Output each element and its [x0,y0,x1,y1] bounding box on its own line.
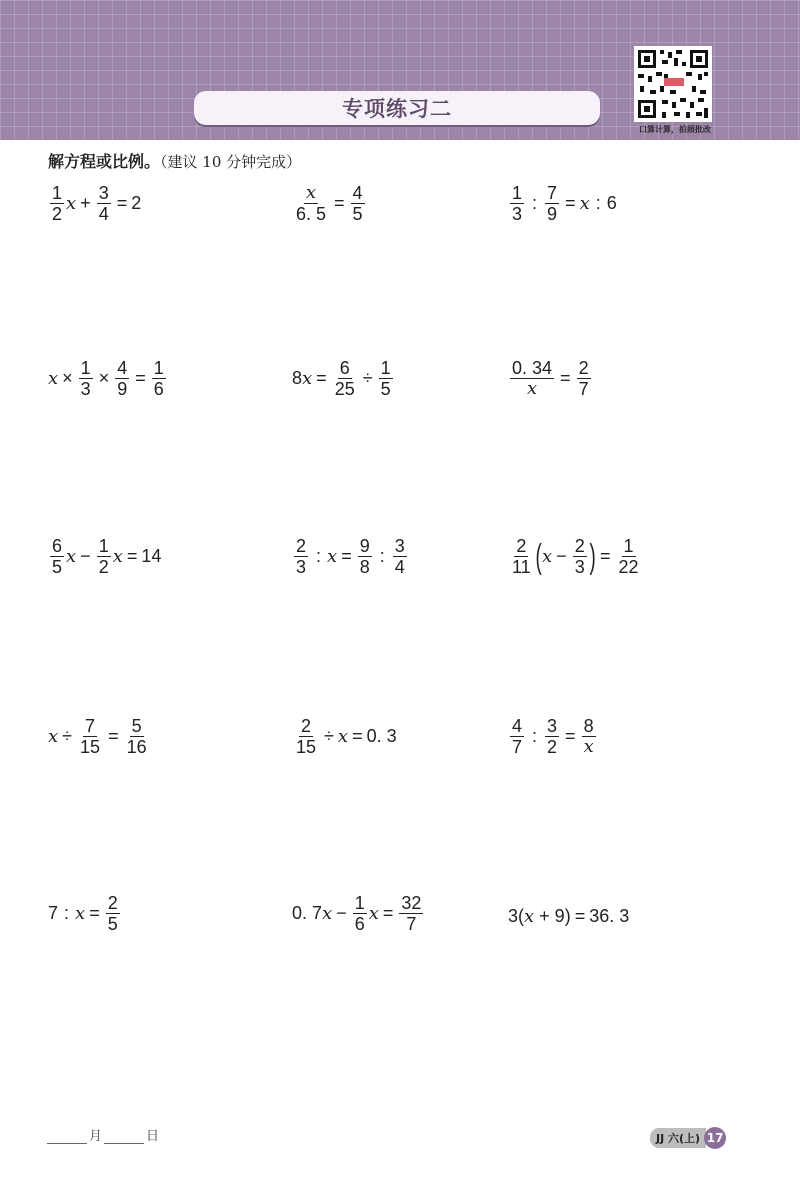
variable: x [75,903,86,924]
symbol: 8 [292,368,303,388]
page-title: 专项练习二 [342,97,452,121]
symbol: 0. 3 [366,726,397,746]
denominator: 2 [547,737,558,757]
variable: x [542,546,553,567]
numerator: 4 [117,358,128,378]
symbol: = [334,193,345,213]
denominator: 15 [296,737,317,757]
denominator: 7 [406,914,417,934]
instruction [48,149,301,172]
symbol: = [126,546,138,566]
symbol: × [62,368,73,388]
symbol: = [565,726,576,746]
page-number: 17 [704,1127,726,1149]
symbol: = [108,726,119,746]
variable: x [302,368,313,389]
symbol: ) [589,537,596,576]
fraction [379,358,393,399]
fraction [50,536,64,577]
fraction [617,536,641,577]
symbol: ) [564,906,571,926]
fraction [333,358,357,399]
symbol: + [80,193,91,213]
equation-7 [48,536,161,577]
numerator: 1 [153,358,164,378]
denominator: 5 [352,204,363,224]
symbol: ( [535,537,542,576]
numerator: x [305,182,317,203]
equation-10 [48,716,151,757]
fraction [106,893,120,934]
symbol: = [574,906,586,926]
fraction [294,536,308,577]
denominator: x [526,378,538,399]
numerator: 2 [301,716,312,736]
equation-5 [292,358,395,399]
fraction [97,536,111,577]
symbol: = [382,903,394,923]
fraction [358,536,372,577]
numerator: 1 [80,358,91,378]
equation-11 [292,716,397,757]
denominator: 22 [618,557,639,577]
denominator: 3 [574,557,585,577]
equation-1 [48,183,141,224]
equation-4 [48,358,168,399]
denominator: 2 [52,204,63,224]
numerator: 2 [107,893,118,913]
numerator: 2 [578,358,589,378]
symbol: ÷ [324,726,334,746]
denominator: x [583,736,594,757]
fraction [393,536,407,577]
fraction [353,893,367,934]
equation-2 [292,183,367,224]
symbol: = [116,193,128,213]
numerator: 4 [512,716,523,736]
numerator: 1 [98,536,109,556]
fraction [510,716,524,757]
numerator: 7 [547,183,558,203]
fraction [573,536,587,577]
symbol: : [532,726,538,746]
fraction [510,183,524,224]
grade-label: JJ 六(上) [650,1128,706,1148]
fraction [97,183,111,224]
denominator: 9 [117,379,128,399]
fraction [351,183,365,224]
fraction [510,536,533,577]
fraction [545,716,559,757]
variable: x [524,906,535,927]
numerator: 6 [52,536,63,556]
denominator: 4 [394,557,405,577]
fraction [115,358,129,399]
numerator: 1 [354,893,365,913]
symbol: : [595,193,601,213]
variable: x [579,193,590,214]
numerator: 0. 34 [512,358,553,378]
symbol: ÷ [362,368,373,388]
numerator: 1 [623,536,634,556]
symbol: ( [518,906,525,926]
denominator: 4 [98,204,109,224]
denominator: 5 [107,914,118,934]
variable: x [48,368,59,389]
numerator: 1 [52,183,63,203]
equation-15 [508,906,629,927]
date-field [45,1125,159,1144]
month-label: 月 [89,1129,103,1144]
denominator: 16 [126,737,147,757]
denominator: 9 [547,204,558,224]
fraction [125,716,149,757]
fraction [294,716,318,757]
symbol: − [80,546,91,566]
symbol: 3 [508,906,519,926]
denominator: 3 [512,204,523,224]
symbol: 0. 7 [292,903,323,923]
title-banner [194,91,600,125]
fraction [545,183,559,224]
symbol: + 9 [539,906,565,926]
month-blank[interactable] [47,1129,87,1144]
fraction [510,358,554,399]
denominator: 3 [296,557,307,577]
equation-3 [508,183,617,224]
symbol: − [556,546,567,566]
numerator: 32 [401,893,422,913]
variable: x [66,193,77,214]
variable: x [66,546,77,567]
fraction [399,893,423,934]
denominator: 6 [153,379,164,399]
symbol: : [532,193,538,213]
numerator: 9 [359,536,370,556]
numerator: 1 [512,183,523,203]
numerator: 3 [394,536,405,556]
header-band [0,0,800,140]
page-footer-badge [650,1127,726,1149]
symbol: = [341,546,352,566]
numerator: 8 [583,716,594,736]
symbol: 7 [48,903,59,923]
symbol: ÷ [62,726,73,746]
numerator: 2 [574,536,585,556]
denominator: 7 [578,379,589,399]
numerator: 7 [85,716,96,736]
fraction [294,183,328,224]
denominator: 6 [354,914,365,934]
denominator: 25 [334,379,355,399]
denominator: 5 [380,379,391,399]
instruction-note: （建议 10 分钟完成） [160,153,302,171]
symbol: 36. 3 [589,906,630,926]
variable: x [112,546,123,567]
denominator: 11 [512,557,531,577]
variable: x [48,726,59,747]
symbol: : [64,903,70,923]
day-label: 日 [146,1129,160,1144]
denominator: 7 [512,737,523,757]
fraction [152,358,166,399]
denominator: 15 [80,737,101,757]
symbol: 2 [131,193,142,213]
symbol: = [316,368,327,388]
variable: x [337,726,349,747]
symbol: : [379,546,385,566]
numerator: 3 [547,716,558,736]
fraction [50,183,64,224]
symbol: × [98,368,110,388]
day-blank[interactable] [104,1129,144,1144]
numerator: 3 [98,183,109,203]
symbol: = [135,368,146,388]
symbol: = [565,193,576,213]
fraction [577,358,591,399]
instruction-main: 解方程或比例。 [48,152,161,171]
symbol: = [600,546,611,566]
equation-9 [508,536,643,577]
symbol: = [89,903,100,923]
numerator: 5 [131,716,142,736]
equation-14 [292,893,425,934]
variable: x [327,546,338,567]
equation-13 [48,893,122,934]
numerator: 2 [296,536,307,556]
equation-6 [508,358,593,399]
numerator: 4 [352,183,363,203]
denominator: 8 [359,557,370,577]
symbol: 14 [141,546,162,566]
denominator: 2 [98,557,109,577]
variable: x [368,903,379,924]
equation-8 [292,536,409,577]
denominator: 3 [80,379,91,399]
fraction [79,358,93,399]
symbol: = [560,368,571,388]
symbol: = [352,726,363,746]
fraction [582,716,596,757]
fraction [78,716,102,757]
symbol: : [316,546,322,566]
equation-12 [508,716,598,757]
variable: x [322,903,333,924]
symbol: 6 [606,193,617,213]
denominator: 5 [52,557,63,577]
qr-code-icon[interactable] [634,46,712,122]
numerator: 6 [339,358,350,378]
numerator: 2 [516,536,527,556]
symbol: − [336,903,347,923]
denominator: 6. 5 [296,204,327,224]
numerator: 1 [380,358,391,378]
qr-caption: 口算计算，拍照批改 [639,125,711,134]
